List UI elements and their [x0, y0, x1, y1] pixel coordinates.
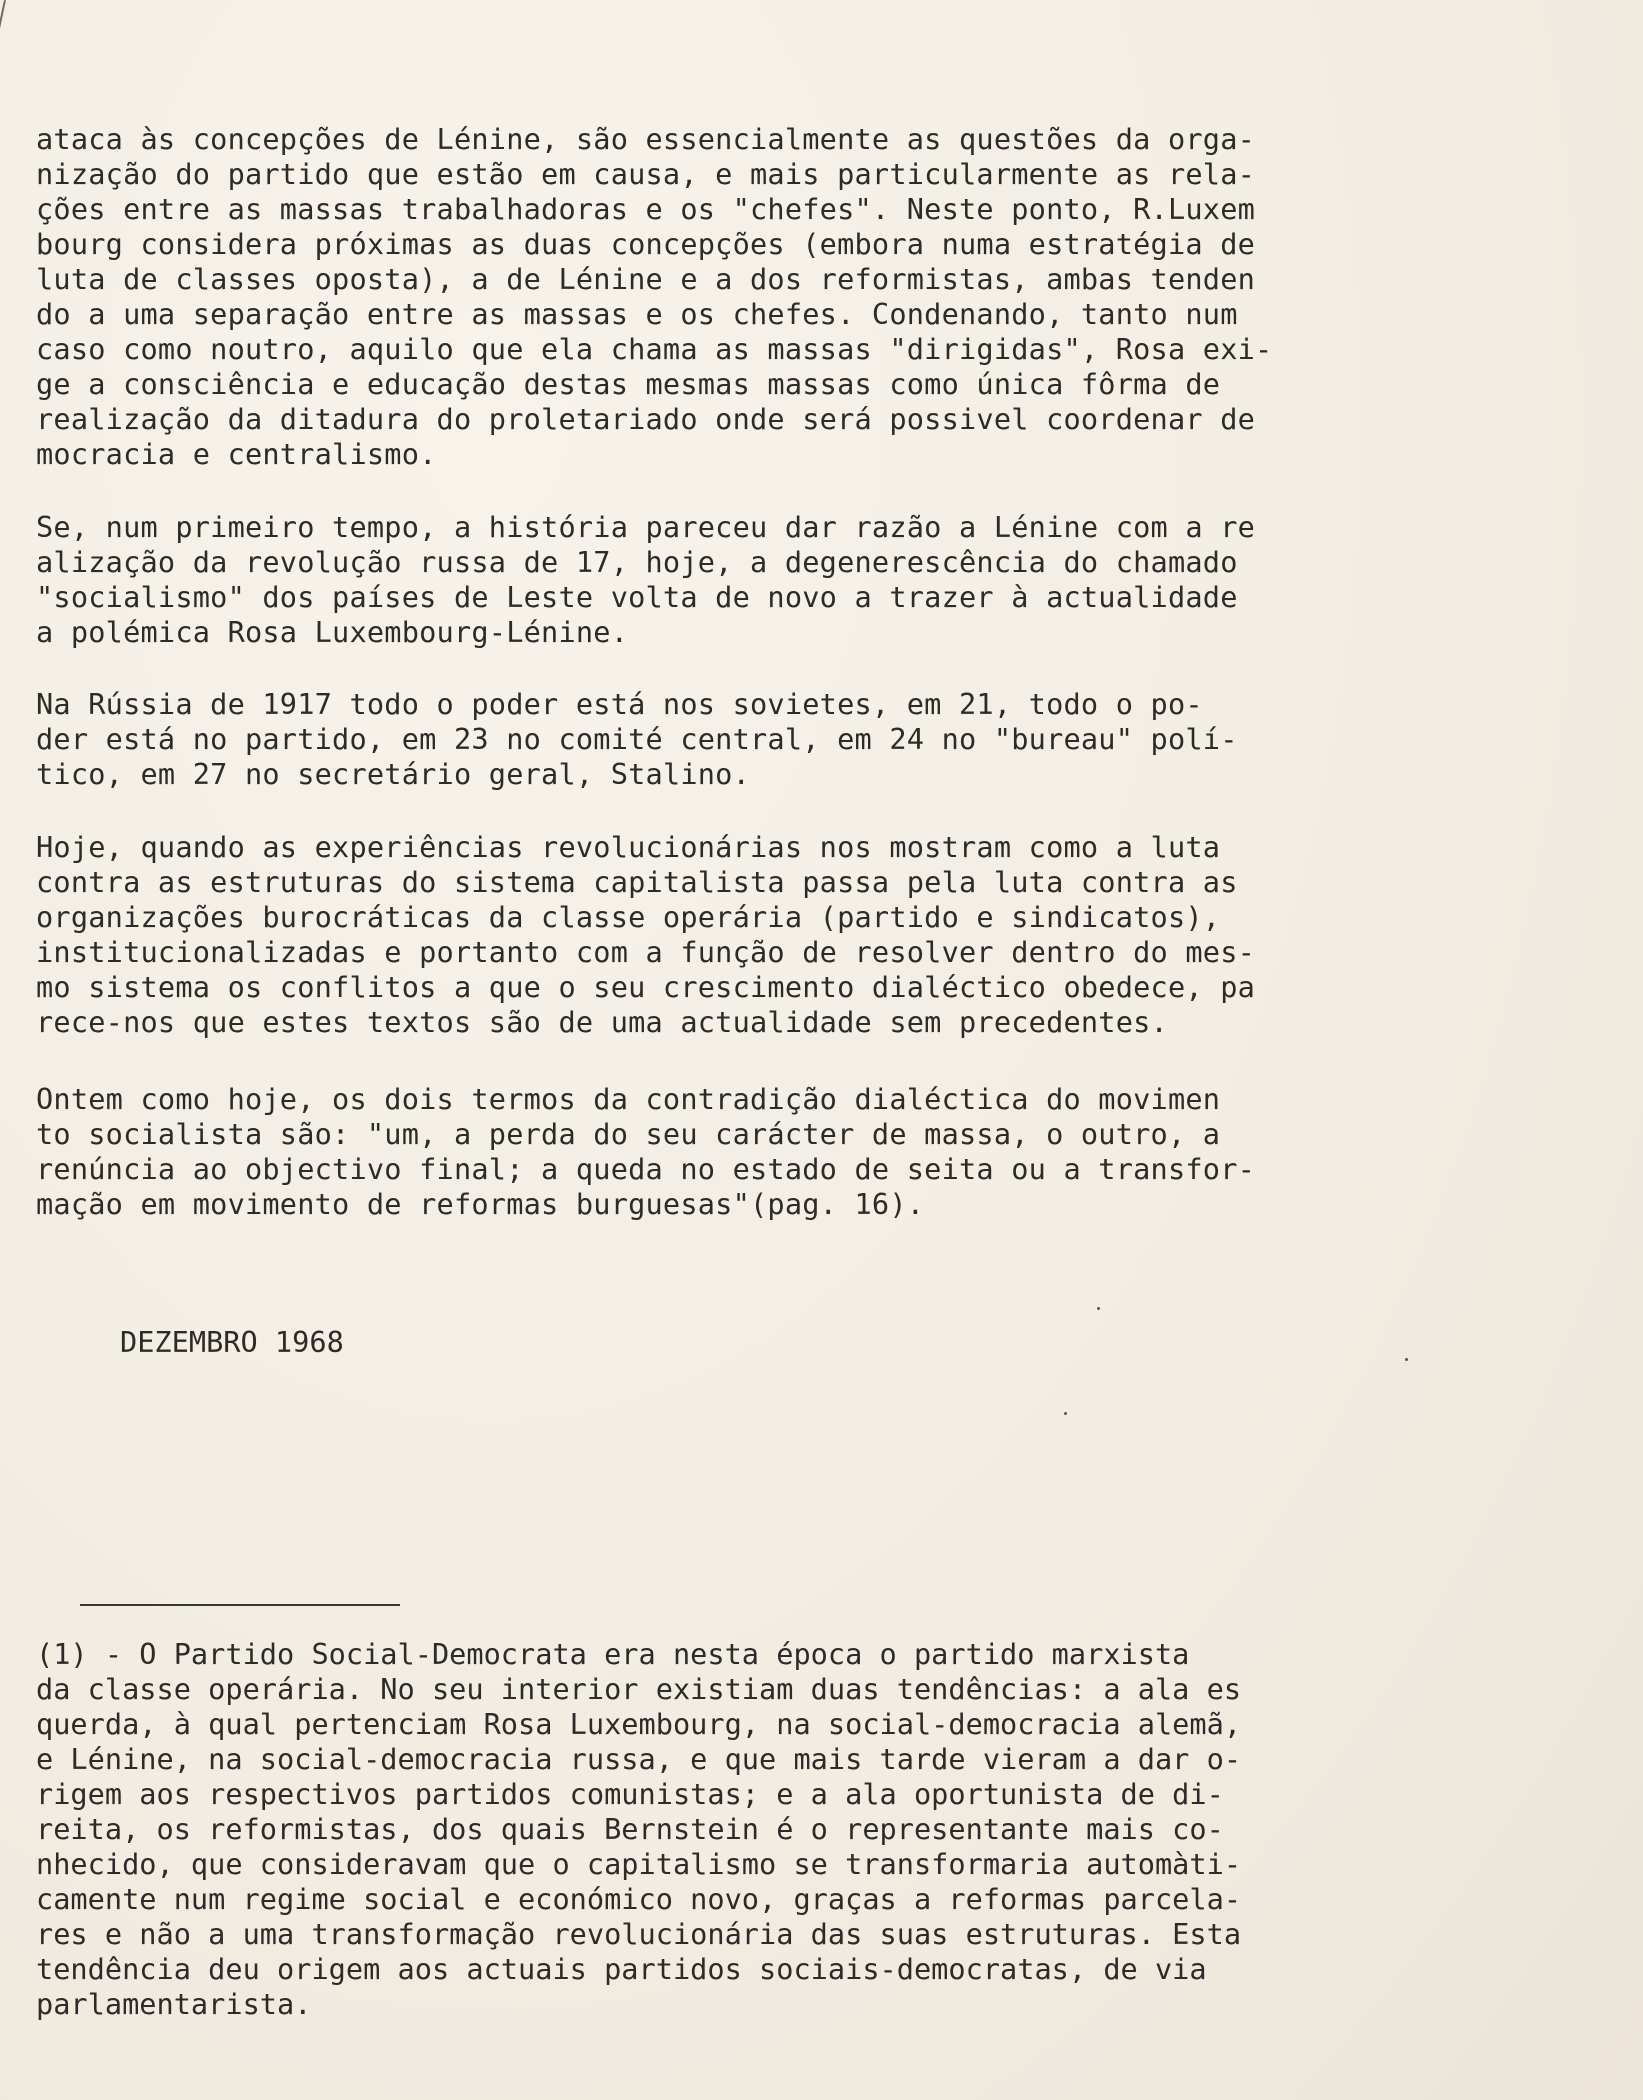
footnote-line: res e não a uma transformação revolucionária das suas estruturas. Esta	[36, 1917, 1242, 1951]
text-line: mocracia e centralismo.	[36, 437, 437, 471]
text-line: mo sistema os conflitos a que o seu crescimento dialéctico obedece, pa	[36, 970, 1256, 1004]
text-line: der está no partido, em 23 no comité central, em 24 no "bureau" polí-	[36, 722, 1238, 756]
footnote-line: da classe operária. No seu interior existiam duas tendências: a ala es	[36, 1672, 1242, 1706]
text-line: institucionalizadas e portanto com a função de resolver dentro do mes-	[36, 935, 1256, 969]
text-line: to socialista são: "um, a perda do seu carácter de massa, o outro, a	[36, 1117, 1221, 1151]
footnote	[36, 1636, 1436, 2021]
text-line: ataca às concepções de Lénine, são essencialmente as questões da orga-	[36, 122, 1256, 156]
footnote-separator	[80, 1604, 400, 1606]
text-line: organizações burocráticas da classe operária (partido e sindicatos),	[36, 900, 1221, 934]
text-line: caso como noutro, aquilo que ela chama as massas "dirigidas", Rosa exi-	[36, 332, 1273, 366]
corner-pencil-mark	[0, 0, 6, 45]
ink-speck	[1097, 1307, 1100, 1310]
ink-speck	[1064, 1412, 1067, 1415]
footnote-line: (1) - O Partido Social-Democrata era nesta época o partido marxista	[36, 1637, 1190, 1671]
text-line: contra as estruturas do sistema capitalista passa pela luta contra as	[36, 865, 1238, 899]
text-line: Hoje, quando as experiências revolucionárias nos mostram como a luta	[36, 830, 1221, 864]
text-line: tico, em 27 no secretário geral, Stalino.	[36, 757, 751, 791]
text-line: renúncia ao objectivo final; a queda no estado de seita ou a transfor-	[36, 1152, 1256, 1186]
text-line: mação em movimento de reformas burguesas"(pag. 16).	[36, 1187, 925, 1221]
text-line: a polémica Rosa Luxembourg-Lénine.	[36, 615, 629, 649]
footnote-line: rigem aos respectivos partidos comunistas; e a ala oportunista de di-	[36, 1777, 1224, 1811]
footnote-line: querda, à qual pertenciam Rosa Luxembourg, na social-democracia alemã,	[36, 1707, 1242, 1741]
paragraph-5	[36, 1082, 1436, 1222]
text-line: Se, num primeiro tempo, a história pareceu dar razão a Lénine com a re	[36, 510, 1256, 544]
text-line: "socialismo" dos países de Leste volta de novo a trazer à actualidade	[36, 580, 1238, 614]
paragraph-3	[36, 687, 1436, 792]
text-line: bourg considera próximas as duas concepções (embora numa estratégia de	[36, 227, 1256, 261]
text-line: ge a consciência e educação destas mesmas massas como única fôrma de	[36, 367, 1221, 401]
footnote-line: e Lénine, na social-democracia russa, e que mais tarde vieram a dar o-	[36, 1742, 1242, 1776]
paragraph-4	[36, 830, 1436, 1040]
footnote-line: parlamentarista.	[36, 1987, 312, 2021]
ink-speck	[1405, 1358, 1408, 1361]
paragraph-2	[36, 510, 1436, 650]
text-line: do a uma separação entre as massas e os chefes. Condenando, tanto num	[36, 297, 1238, 331]
text-line: realização da ditadura do proletariado onde será possivel coordenar de	[36, 402, 1256, 436]
text-line: rece-nos que estes textos são de uma actualidade sem precedentes.	[36, 1005, 1168, 1039]
footnote-line: reita, os reformistas, dos quais Bernstein é o representante mais co-	[36, 1812, 1224, 1846]
text-line: Na Rússia de 1917 todo o poder está nos sovietes, em 21, todo o po-	[36, 687, 1203, 721]
text-line: luta de classes oposta), a de Lénine e a dos reformistas, ambas tenden	[36, 262, 1256, 296]
text-line: Ontem como hoje, os dois termos da contradição dialéctica do movimen	[36, 1082, 1221, 1116]
text-line: alização da revolução russa de 17, hoje, a degenerescência do chamado	[36, 545, 1238, 579]
footnote-line: nhecido, que consideravam que o capitalismo se transformaria automàti-	[36, 1847, 1242, 1881]
footnote-line: tendência deu origem aos actuais partidos sociais-democratas, de via	[36, 1952, 1207, 1986]
text-line: ções entre as massas trabalhadoras e os "chefes". Neste ponto, R.Luxem	[36, 192, 1256, 226]
footnote-line: camente num regime social e económico novo, graças a reformas parcela-	[36, 1882, 1242, 1916]
dateline: DEZEMBRO 1968	[120, 1325, 344, 1359]
paragraph-1	[36, 122, 1436, 472]
text-line: nização do partido que estão em causa, e mais particularmente as rela-	[36, 157, 1256, 191]
